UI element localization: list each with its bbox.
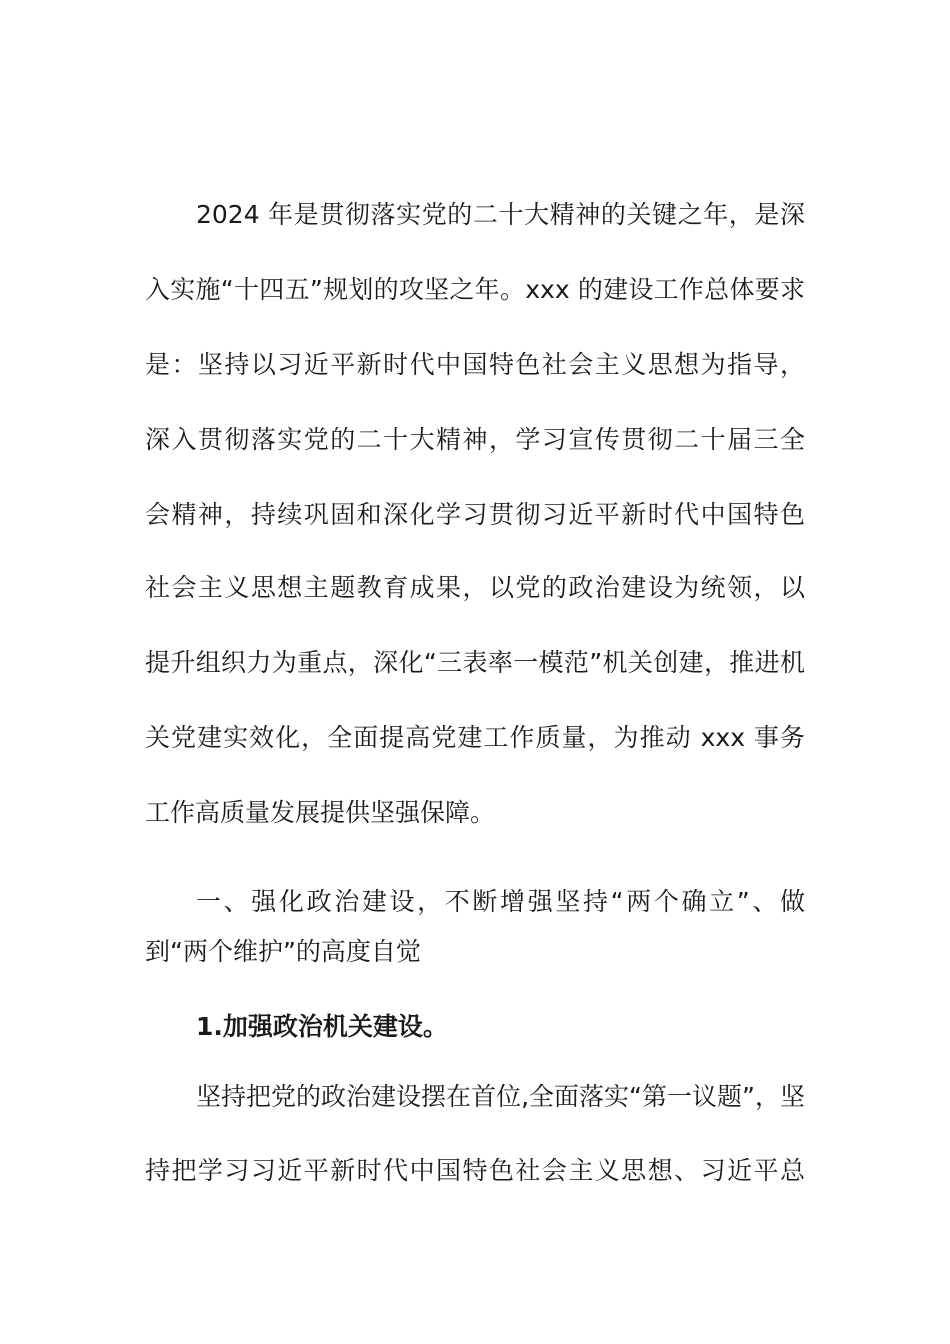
paragraph-1-line-7: 提升组织力为重点，深化“三表率一模范”机关创建，推进机	[145, 648, 805, 677]
paragraph-1-line-3: 是：坚持以习近平新时代中国特色社会主义思想为指导，	[145, 350, 805, 379]
section-1-heading-line-2: 到“两个维护”的高度自觉	[145, 937, 421, 966]
paragraph-1-line-5: 会精神，持续巩固和深化学习贯彻习近平新时代中国特色	[145, 500, 805, 529]
paragraph-1-line-8: 关党建实效化，全面提高党建工作质量，为推动 xxx 事务	[145, 723, 805, 752]
paragraph-1-line-1: 2024 年是贯彻落实党的二十大精神的关键之年，是深	[196, 200, 805, 229]
paragraph-1-line-2: 入实施“十四五”规划的攻坚之年。xxx 的建设工作总体要求	[145, 275, 805, 304]
paragraph-1-line-6: 社会主义思想主题教育成果，以党的政治建设为统领，以	[145, 573, 805, 602]
paragraph-1-line-4: 深入贯彻落实党的二十大精神，学习宣传贯彻二十届三全	[145, 425, 805, 454]
paragraph-1-line-9: 工作高质量发展提供坚强保障。	[145, 798, 496, 827]
subsection-1-heading: 1.加强政治机关建设。	[196, 1012, 448, 1041]
paragraph-2-line-2: 持把学习习近平新时代中国特色社会主义思想、习近平总	[145, 1156, 805, 1185]
paragraph-2-line-1: 坚持把党的政治建设摆在首位,全面落实“第一议题”，坚	[196, 1082, 805, 1111]
section-1-heading-line-1: 一、强化政治建设，不断增强坚持“两个确立”、做	[196, 887, 805, 916]
